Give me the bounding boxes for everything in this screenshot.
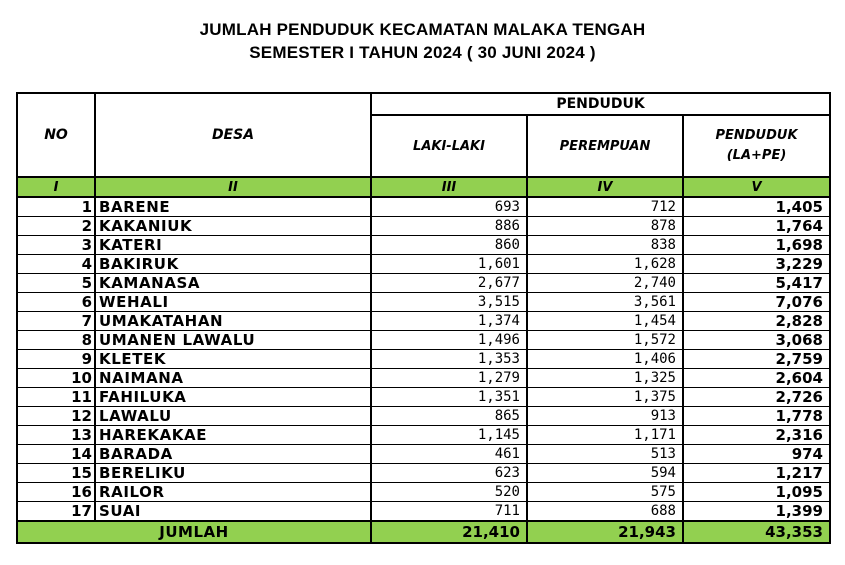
village-name: NAIMANA bbox=[95, 369, 371, 388]
header-total bbox=[683, 115, 830, 177]
village-name: HAREKAKAE bbox=[95, 426, 371, 445]
table-row bbox=[17, 369, 830, 388]
header-perempuan: PEREMPUAN bbox=[527, 115, 683, 177]
female-count: 1,171 bbox=[527, 426, 683, 445]
village-name: UMAKATAHAN bbox=[95, 312, 371, 331]
row-number: 2 bbox=[17, 217, 95, 236]
table-row bbox=[17, 483, 830, 502]
row-number: 12 bbox=[17, 407, 95, 426]
female-count: 594 bbox=[527, 464, 683, 483]
table-row bbox=[17, 350, 830, 369]
table-row bbox=[17, 312, 830, 331]
table-row bbox=[17, 407, 830, 426]
female-count: 838 bbox=[527, 236, 683, 255]
total-count: 1,778 bbox=[683, 407, 830, 426]
row-number: 14 bbox=[17, 445, 95, 464]
total-count: 7,076 bbox=[683, 293, 830, 312]
row-number: 9 bbox=[17, 350, 95, 369]
female-count: 1,406 bbox=[527, 350, 683, 369]
female-count: 575 bbox=[527, 483, 683, 502]
village-name: WEHALI bbox=[95, 293, 371, 312]
female-count: 712 bbox=[527, 197, 683, 217]
male-count: 865 bbox=[371, 407, 527, 426]
male-count: 860 bbox=[371, 236, 527, 255]
row-number: 4 bbox=[17, 255, 95, 274]
header-penduduk-group: PENDUDUK bbox=[371, 93, 830, 115]
total-label: JUMLAH bbox=[17, 521, 371, 543]
total-count: 2,759 bbox=[683, 350, 830, 369]
female-count: 3,561 bbox=[527, 293, 683, 312]
table-row bbox=[17, 236, 830, 255]
roman-label: V bbox=[683, 177, 830, 197]
village-name: BARADA bbox=[95, 445, 371, 464]
male-count: 693 bbox=[371, 197, 527, 217]
table-row bbox=[17, 197, 830, 217]
total-male: 21,410 bbox=[371, 521, 527, 543]
male-count: 711 bbox=[371, 502, 527, 522]
row-number: 7 bbox=[17, 312, 95, 331]
male-count: 1,601 bbox=[371, 255, 527, 274]
female-count: 1,454 bbox=[527, 312, 683, 331]
male-count: 3,515 bbox=[371, 293, 527, 312]
row-number: 6 bbox=[17, 293, 95, 312]
village-name: SUAI bbox=[95, 502, 371, 522]
table-row bbox=[17, 388, 830, 407]
total-all: 43,353 bbox=[683, 521, 830, 543]
female-count: 878 bbox=[527, 217, 683, 236]
table-row bbox=[17, 464, 830, 483]
total-count: 2,726 bbox=[683, 388, 830, 407]
village-name: RAILOR bbox=[95, 483, 371, 502]
total-count: 2,604 bbox=[683, 369, 830, 388]
row-number: 8 bbox=[17, 331, 95, 350]
population-table bbox=[16, 92, 831, 544]
female-count: 1,325 bbox=[527, 369, 683, 388]
village-name: BERELIKU bbox=[95, 464, 371, 483]
row-number: 16 bbox=[17, 483, 95, 502]
village-name: KAMANASA bbox=[95, 274, 371, 293]
total-count: 974 bbox=[683, 445, 830, 464]
header-desa: DESA bbox=[95, 93, 371, 177]
table-row bbox=[17, 426, 830, 445]
row-number: 10 bbox=[17, 369, 95, 388]
total-count: 1,405 bbox=[683, 197, 830, 217]
total-count: 3,068 bbox=[683, 331, 830, 350]
female-count: 2,740 bbox=[527, 274, 683, 293]
total-count: 1,764 bbox=[683, 217, 830, 236]
table-row bbox=[17, 274, 830, 293]
roman-label: IV bbox=[527, 177, 683, 197]
village-name: KLETEK bbox=[95, 350, 371, 369]
village-name: LAWALU bbox=[95, 407, 371, 426]
total-count: 1,217 bbox=[683, 464, 830, 483]
female-count: 1,572 bbox=[527, 331, 683, 350]
male-count: 1,496 bbox=[371, 331, 527, 350]
table-row bbox=[17, 502, 830, 522]
male-count: 1,374 bbox=[371, 312, 527, 331]
village-name: KATERI bbox=[95, 236, 371, 255]
row-number: 1 bbox=[17, 197, 95, 217]
document-subtitle: SEMESTER I TAHUN 2024 ( 30 JUNI 2024 ) bbox=[249, 43, 596, 62]
village-name: FAHILUKA bbox=[95, 388, 371, 407]
table-row bbox=[17, 293, 830, 312]
total-count: 1,399 bbox=[683, 502, 830, 522]
header-laki-laki: LAKI-LAKI bbox=[371, 115, 527, 177]
row-number: 11 bbox=[17, 388, 95, 407]
row-number: 15 bbox=[17, 464, 95, 483]
female-count: 1,375 bbox=[527, 388, 683, 407]
total-count: 1,698 bbox=[683, 236, 830, 255]
female-count: 513 bbox=[527, 445, 683, 464]
header-total-line1: PENDUDUK bbox=[715, 128, 798, 143]
male-count: 623 bbox=[371, 464, 527, 483]
male-count: 1,351 bbox=[371, 388, 527, 407]
female-count: 1,628 bbox=[527, 255, 683, 274]
village-name: BAKIRUK bbox=[95, 255, 371, 274]
total-row bbox=[17, 521, 830, 543]
village-name: BARENE bbox=[95, 197, 371, 217]
male-count: 2,677 bbox=[371, 274, 527, 293]
male-count: 1,353 bbox=[371, 350, 527, 369]
roman-label: III bbox=[371, 177, 527, 197]
table-row bbox=[17, 331, 830, 350]
female-count: 688 bbox=[527, 502, 683, 522]
total-count: 3,229 bbox=[683, 255, 830, 274]
header-no: NO bbox=[17, 93, 95, 177]
male-count: 886 bbox=[371, 217, 527, 236]
table-row bbox=[17, 255, 830, 274]
male-count: 520 bbox=[371, 483, 527, 502]
village-name: UMANEN LAWALU bbox=[95, 331, 371, 350]
village-name: KAKANIUK bbox=[95, 217, 371, 236]
total-count: 2,828 bbox=[683, 312, 830, 331]
row-number: 17 bbox=[17, 502, 95, 522]
male-count: 1,279 bbox=[371, 369, 527, 388]
row-number: 13 bbox=[17, 426, 95, 445]
table-row bbox=[17, 217, 830, 236]
roman-label: II bbox=[95, 177, 371, 197]
total-count: 2,316 bbox=[683, 426, 830, 445]
document-title: JUMLAH PENDUDUK KECAMATAN MALAKA TENGAH bbox=[199, 20, 646, 39]
row-number: 5 bbox=[17, 274, 95, 293]
roman-label: I bbox=[17, 177, 95, 197]
male-count: 461 bbox=[371, 445, 527, 464]
total-count: 1,095 bbox=[683, 483, 830, 502]
header-total-line2: (LA+PE) bbox=[726, 148, 787, 163]
table-row bbox=[17, 445, 830, 464]
total-count: 5,417 bbox=[683, 274, 830, 293]
row-number: 3 bbox=[17, 236, 95, 255]
female-count: 913 bbox=[527, 407, 683, 426]
total-female: 21,943 bbox=[527, 521, 683, 543]
male-count: 1,145 bbox=[371, 426, 527, 445]
